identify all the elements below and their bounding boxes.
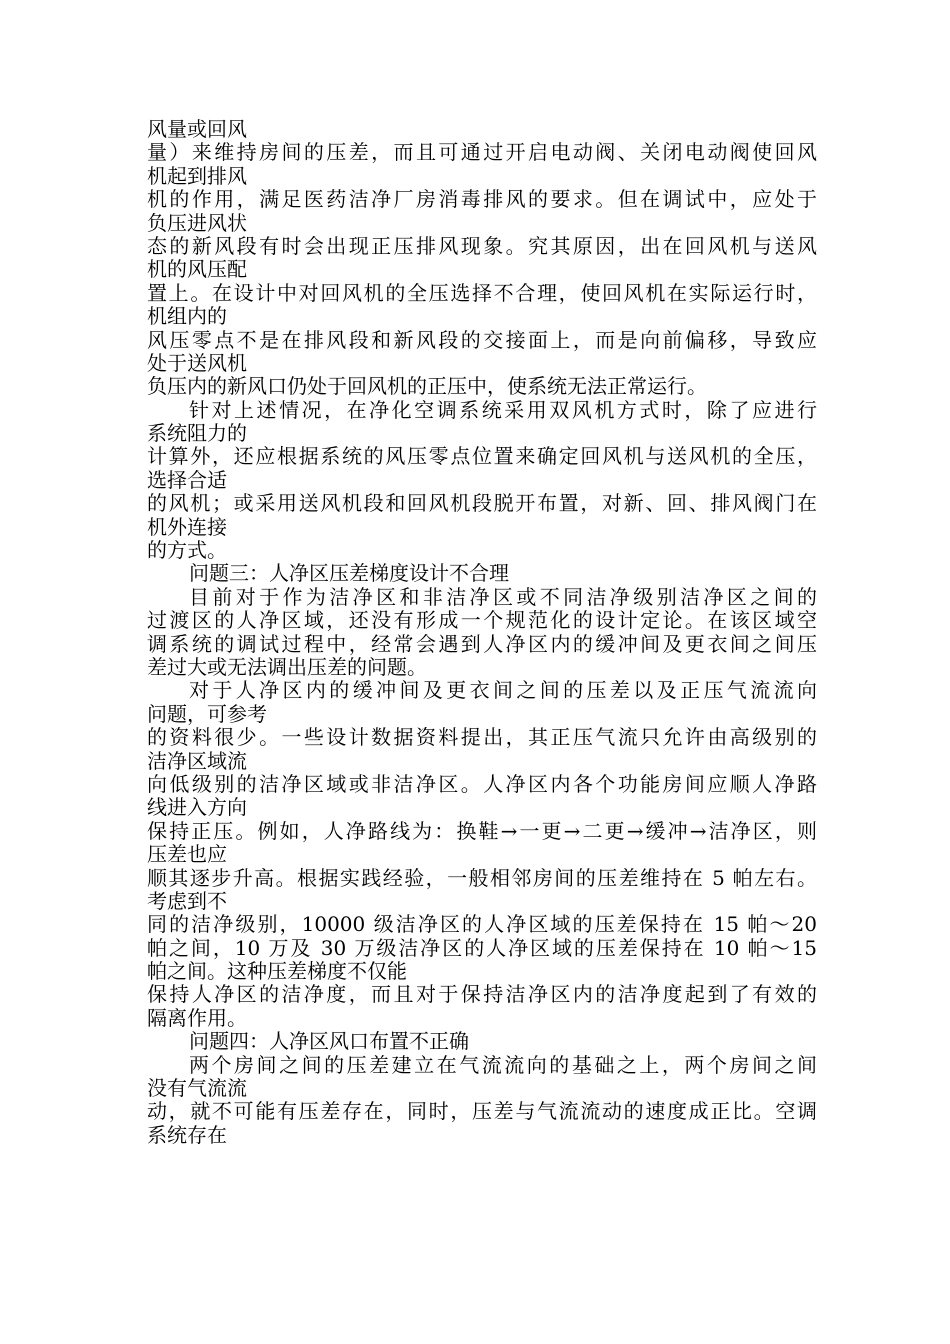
text-line: 帕之间，10 万及 30 万级洁净区的人净区域的压差保持在 10 帕～15 xyxy=(147,935,817,960)
text-line: 调系统的调试过程中，经常会遇到人净区内的缓冲间及更衣间之间压 xyxy=(147,631,817,656)
text-line: 没有气流流 xyxy=(147,1076,247,1101)
text-line: 顺其逐步升高。根据实践经验，一般相邻房间的压差维持在 5 帕左右。 xyxy=(147,865,817,890)
text-line: 计算外，还应根据系统的风压零点位置来确定回风机与送风机的全压， xyxy=(147,444,817,469)
text-line: 隔离作用。 xyxy=(147,1005,247,1030)
text-line: 动，就不可能有压差存在，同时，压差与气流流动的速度成正比。空调 xyxy=(147,1099,817,1124)
text-line: 保持人净区的洁净度，而且对于保持洁净区内的洁净度起到了有效的 xyxy=(147,982,817,1007)
text-line: 考虑到不 xyxy=(147,888,227,913)
text-line: 量）来维持房间的压差，而且可通过开启电动阀、关闭电动阀使回风 xyxy=(147,140,817,165)
text-line: 差过大或无法调出压差的问题。 xyxy=(147,654,427,679)
text-line: 问题，可参考 xyxy=(147,701,267,726)
text-line: 的风机；或采用送风机段和回风机段脱开布置，对新、回、排风阀门在 xyxy=(147,491,817,516)
text-line: 同的洁净级别，10000 级洁净区的人净区域的压差保持在 15 帕～20 xyxy=(147,912,817,937)
text-line: 风量或回风 xyxy=(147,117,247,141)
text-line: 过渡区的人净区域，还没有形成一个规范化的设计定论。在该区域空 xyxy=(147,608,817,633)
text-line: 机组内的 xyxy=(147,304,227,329)
text-line: 置上。在设计中对回风机的全压选择不合理，使回风机在实际运行时， xyxy=(147,280,817,305)
text-line: 机的作用，满足医药洁净厂房消毒排风的要求。但在调试中，应处于 xyxy=(147,187,817,212)
text-line: 系统存在 xyxy=(147,1122,227,1147)
text-line: 线进入方向 xyxy=(147,795,247,820)
text-line: 针对上述情况，在净化空调系统采用双风机方式时，除了应进行 xyxy=(189,397,817,422)
text-line: 机外连接 xyxy=(147,514,227,539)
document-body xyxy=(147,118,817,1147)
text-line: 机起到排风 xyxy=(147,163,247,188)
text-line: 洁净区域流 xyxy=(147,748,247,773)
text-line: 目前对于作为洁净区和非洁净区或不同洁净级别洁净区之间的 xyxy=(189,584,817,609)
text-line: 帕之间。这种压差梯度不仅能 xyxy=(147,959,407,984)
text-line: 风压零点不是在排风段和新风段的交接面上，而是向前偏移，导致应 xyxy=(147,327,817,352)
text-line: 的方式。 xyxy=(147,538,227,563)
text-line: 的资料很少。一些设计数据资料提出，其正压气流只允许由高级别的 xyxy=(147,725,817,750)
text-line: 系统阻力的 xyxy=(147,421,247,446)
text-line: 保持正压。例如，人净路线为：换鞋→一更→二更→缓冲→洁净区，则 xyxy=(147,818,817,843)
text-line: 问题四：人净区风口布置不正确 xyxy=(189,1029,469,1054)
text-line: 两个房间之间的压差建立在气流流向的基础之上，两个房间之间 xyxy=(189,1052,817,1077)
text-line: 压差也应 xyxy=(147,842,227,867)
text-line: 负压进风状 xyxy=(147,210,247,235)
text-line: 处于送风机 xyxy=(147,350,247,375)
text-line: 向低级别的洁净区域或非洁净区。人净区内各个功能房间应顺人净路 xyxy=(147,771,817,796)
text-line: 机的风压配 xyxy=(147,257,247,282)
text-line: 态的新风段有时会出现正压排风现象。究其原因，出在回风机与送风 xyxy=(147,233,817,258)
text-line: 问题三：人净区压差梯度设计不合理 xyxy=(189,561,509,586)
text-line: 对于人净区内的缓冲间及更衣间之间的压差以及正压气流流向 xyxy=(189,678,817,703)
text-line: 负压内的新风口仍处于回风机的正压中，使系统无法正常运行。 xyxy=(147,374,707,399)
text-line: 选择合适 xyxy=(147,467,227,492)
